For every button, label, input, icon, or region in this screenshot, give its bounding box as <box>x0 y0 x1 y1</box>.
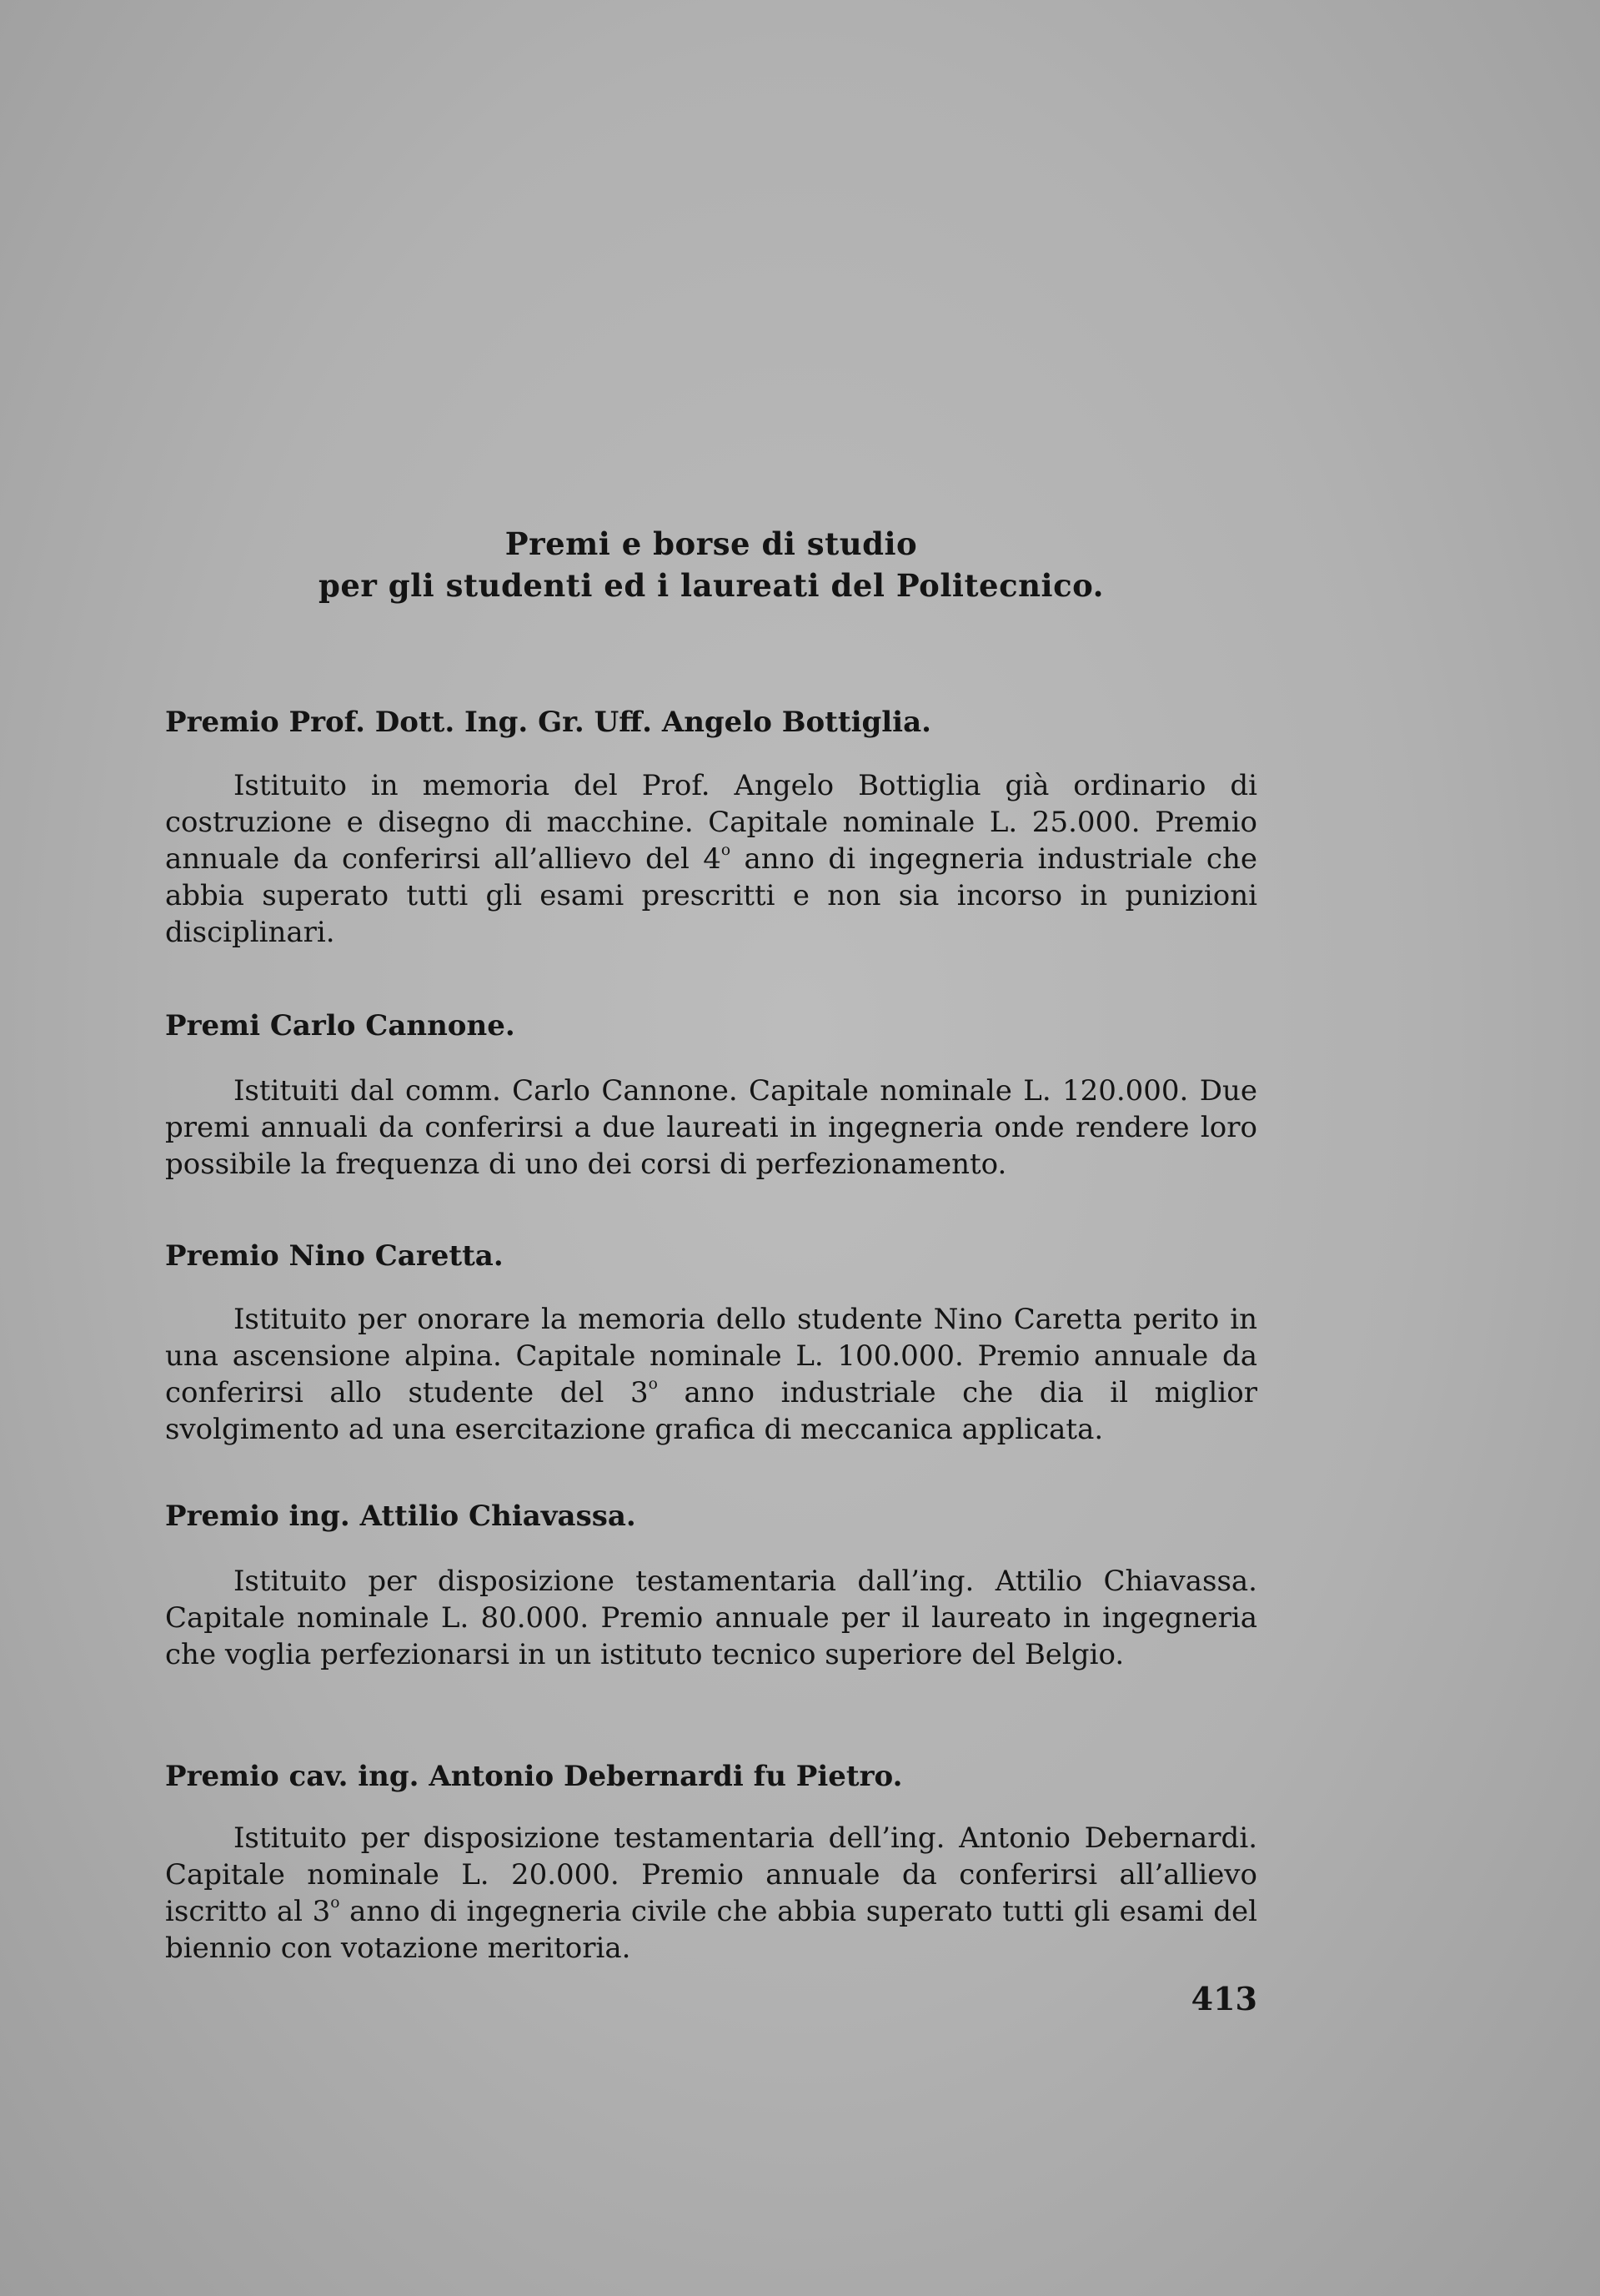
section-bottiglia <box>165 704 1257 741</box>
section-cannone <box>165 1007 1257 1044</box>
section-bottiglia-body <box>165 767 1257 951</box>
section-paragraph <box>165 1073 1257 1183</box>
ordinal-superscript: o <box>330 1894 340 1912</box>
paragraph-text: Istituito per onorare la memoria dello studente Nino Caretta perito in una ascensione alpina. Capitale nominale L. 100.000. Premio annuale da conferirsi allo studente del 3 <box>165 1303 1257 1409</box>
ordinal-superscript: o <box>720 842 731 860</box>
section-chiavassa-body <box>165 1563 1257 1673</box>
section-heading: Premi Carlo Cannone. <box>165 1009 515 1042</box>
paragraph-text: Istituiti dal comm. Carlo Cannone. Capitale nominale L. 120.000. Due premi annuali da conferirsi a due laureati in ingegneria onde rendere loro possibile la frequenza di uno dei corsi di perfezionamento. <box>165 1074 1257 1181</box>
section-paragraph <box>165 767 1257 951</box>
section-caretta-body <box>165 1301 1257 1448</box>
document-title <box>165 523 1257 606</box>
paragraph-text: anno di ingegneria civile che abbia superato tutti gli esami del biennio con votazione meritoria. <box>165 1895 1257 1965</box>
section-debernardi-body <box>165 1820 1257 1967</box>
section-heading: Premio Prof. Dott. Ing. Gr. Uff. Angelo Bottiglia. <box>165 706 931 739</box>
ordinal-superscript: o <box>648 1375 658 1394</box>
section-paragraph <box>165 1301 1257 1448</box>
section-chiavassa <box>165 1498 1257 1535</box>
section-caretta <box>165 1238 1257 1274</box>
title-line-1: Premi e borse di studio <box>504 525 918 562</box>
paragraph-text: anno di ingegneria industriale che abbia superato tutti gli esami prescritti e non sia incorso in punizioni disciplinari. <box>165 842 1257 949</box>
section-debernardi <box>165 1758 1257 1795</box>
paragraph-text: Istituito per disposizione testamentaria dall’ing. Attilio Chiavassa. Capitale nominale L. 80.000. Premio annuale per il laureato in ingegneria che voglia perfezionarsi in un istituto tecnico superiore del Belgio. <box>165 1565 1257 1671</box>
page-number: 413 <box>1191 1980 1257 2017</box>
title-line-2: per gli studenti ed i laureati del Politecnico. <box>318 567 1105 604</box>
section-heading: Premio ing. Attilio Chiavassa. <box>165 1500 636 1533</box>
section-paragraph <box>165 1820 1257 1967</box>
section-paragraph <box>165 1563 1257 1673</box>
paragraph-text: Istituito in memoria del Prof. Angelo Bottiglia già ordinario di costruzione e disegno di macchine. Capitale nominale L. 25.000. Premio annuale da conferirsi all’allievo del 4 <box>165 769 1257 876</box>
paragraph-text: Istituito per disposizione testamentaria dell’ing. Antonio Debernardi. Capitale nominale L. 20.000. Premio annuale da conferirsi all’allievo iscritto al 3 <box>165 1821 1257 1928</box>
section-heading: Premio cav. ing. Antonio Debernardi fu Pietro. <box>165 1760 903 1793</box>
section-cannone-body <box>165 1073 1257 1183</box>
section-heading: Premio Nino Caretta. <box>165 1239 504 1273</box>
paragraph-text: anno industriale che dia il miglior svolgimento ad una esercitazione grafica di meccanica applicata. <box>165 1376 1257 1446</box>
